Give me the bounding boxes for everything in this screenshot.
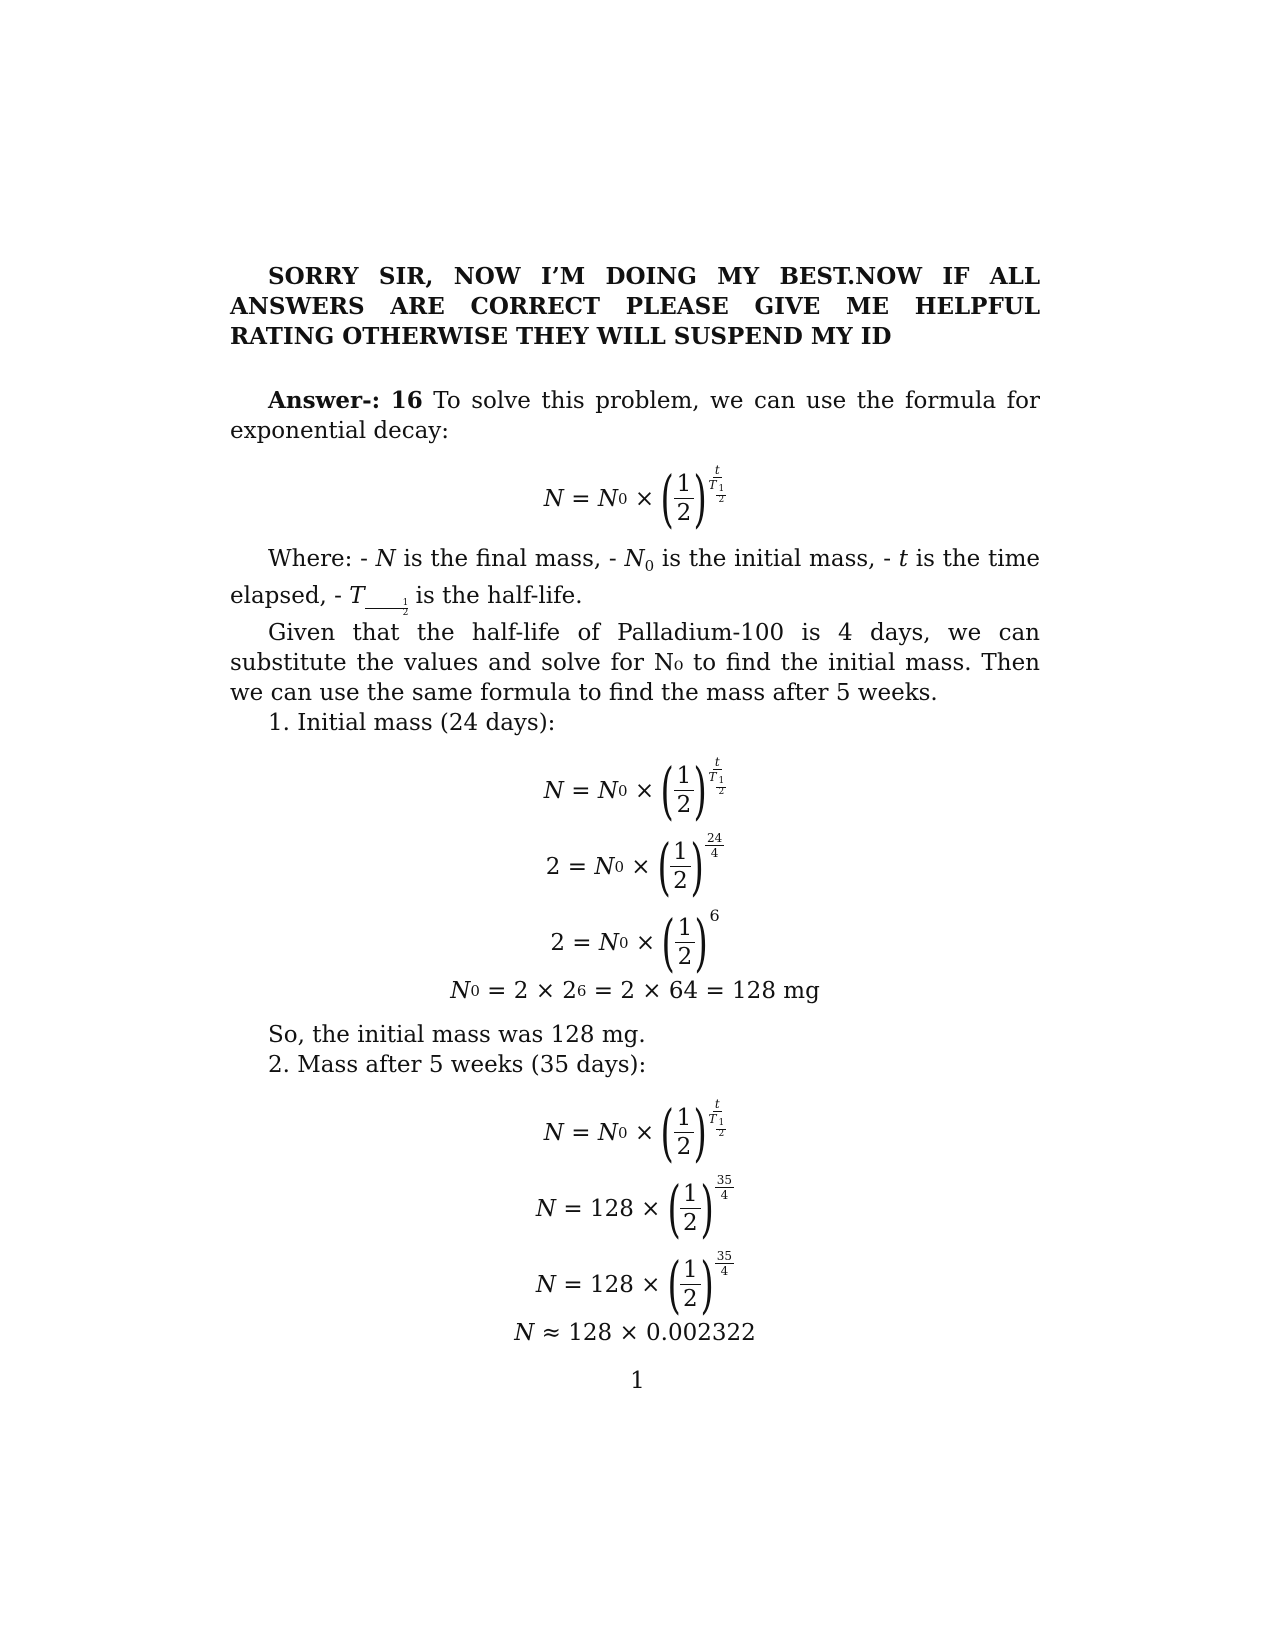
result1-text: So, the initial mass was 128 mg. [268,1022,646,1048]
answer-label: Answer-: [268,387,381,414]
answer-number: 16 [390,387,423,414]
formula-step2-c: N = 128 × ( $\frac{1}{2}$ ) 35 4 [535,1248,733,1321]
page-number: 1 [630,1368,645,1394]
formula-step1-b: 2 = N 0 × ( $\frac{1}{2}$ ) 24 4 [545,830,723,903]
page-heading: SORRY SIR, NOW I’M DOING MY BEST.NOW IF ALL ANSWERS ARE CORRECT PLEASE GIVE ME HELPFUL RATING OTHERWISE THEY WILL SUSPEND MY ID [230,263,1040,350]
formula-step2-b: N = 128 × ( $\frac{1}{2}$ ) 35 4 [535,1172,733,1245]
where-paragraph: Where: - N is the final mass, - $N_0$ is the initial mass, - t is the time elapsed, - T $\frac{1}{2}$ is the half-life. [230,546,1041,618]
formula-step1-c: 2 = N 0 × ( $\frac{1}{2}$ ) 6 [550,906,720,979]
formula-step2-d: N ≈ 128 × 0.002322 [514,1320,756,1346]
given-paragraph: Given that the half-life of Palladium-100 is 4 days, we can substitute the values and solve for N₀ to find the initial mass. Then we can use the same formula to find the mass after 5 weeks. [230,620,1040,706]
formula-step1-d: N 0 = 2 × 2 6 = 2 × 64 = 128 mg [450,978,820,1004]
intro-text: To solve this problem, we can use the formula for exponential decay: [230,388,1041,444]
step2-label: 2. Mass after 5 weeks (35 days): [268,1052,647,1078]
formula-general: N = N 0 × ( $\frac{1}{2}$ ) t T $\frac{1}{2}$ [543,462,725,535]
formula-step1-a: N = N 0 × ( $\frac{1}{2}$ ) t T $\frac{1}{2}$ [543,754,725,827]
formula-step2-a: N = N 0 × ( $\frac{1}{2}$ ) t T $\frac{1}{2}$ [543,1096,725,1169]
step1-label: 1. Initial mass (24 days): [268,710,556,736]
answer-paragraph [230,386,1040,446]
document-page [230,262,1040,1346]
